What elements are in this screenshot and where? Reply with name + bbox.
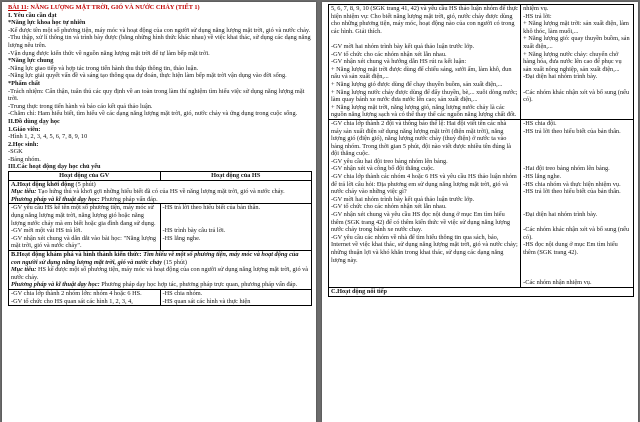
teacher-activity-cell: -GV chia lớp thành 2 đội và thông báo thể lệ: Hai đội viết tên các nhà máy sản xuất điện sử dụng năng lượng mặt trời (điện mặt trời), năng lượng gió (điện gió), năng lượng nước chảy (thuỷ điện) ở nước ta vào bảng nhóm. Trong thời gian 5 phút, đội nào viết được nhiều tên đúng là đội thắng cuộc. -GV yêu cầu hai đội treo bảng nhóm lên bảng. -GV nhận xét và công bố đội thắng cuộc. -GV chia lớp thành các nhóm 4 hoặc 6 HS và yêu cầu HS thảo luận nhóm để trả lời câu hỏi: Địa phương em sử dụng năng lượng mặt trời, gió và nước chảy vào những việc gì? -GV mời hai nhóm trình bày kết quả thảo luận trước lớp. -GV tổ chức cho các nhóm nhận xét lẫn nhau. -GV nhận xét chung và yêu cầu HS đọc nội dung ở mục Em tìm hiểu thêm (SGK trang 42) để có thêm kiến thức về việc sử dụng năng lượng nước chảy trong bánh xe nước chạy. -GV yêu cầu các nhóm về nhà để tìm hiểu thông tin qua sách, báo, Internet về việc khai thác, sử dụng năng lượng mặt trời, gió và nước chảy; những thuận lợi và khó khăn trong khai thác, sử dụng các dạng năng lượng này. xyxy=(329,119,521,287)
document-page-left xyxy=(2,2,316,422)
teacher-activity-cell: 5, 6, 7, 8, 9, 10 (SGK trang 41, 42) và yêu cầu HS thảo luận nhóm để thực hiện nhiệm vụ: Cho biết năng lượng mặt trời, gió, nước chảy được dùng cho những phương tiện, máy móc, hoạt động nào của con người có trong các hình. Giải thích. -GV mời hai nhóm trình bày kết quả thảo luận trước lớp. -GV tổ chức cho các nhóm nhận xét lẫn nhau. -GV nhận xét chung và hướng dẫn HS rút ra kết luận: + Năng lượng mặt trời được dùng để chiếu sáng, sưởi ấm, làm khô, đun nấu và sản xuất điện,... + Năng lượng gió được dùng để chạy thuyền buồm, sản xuất điện,... + Năng lượng nước chảy được dùng để đẩy thuyền, bè,... xuôi dòng nước; làm quay bánh xe nước đưa nước lên cao; sản xuất điện,... + Năng lượng mặt trời, năng lượng gió, năng lượng nước chảy là các nguồn năng lượng sạch và có thể thay thế các nguồn năng lượng chất đốt. xyxy=(329,5,521,120)
method-label: Phương pháp và kĩ thuật dạy học: xyxy=(11,281,100,289)
table-row xyxy=(329,5,634,120)
body-line: -Bảng nhóm. xyxy=(8,155,41,163)
page-right-content xyxy=(322,2,638,297)
lesson-body xyxy=(8,12,312,171)
body-line: -Vận dụng được kiến thức về nguồn năng lượng mặt trời để tự làm bếp mặt trời. xyxy=(8,49,210,57)
section-heading xyxy=(9,251,312,290)
body-line: III.Các hoạt động dạy học chủ yếu xyxy=(8,163,101,171)
body-line: 2.Học sinh: xyxy=(8,140,39,148)
body-line: II.Đồ dùng dạy học xyxy=(8,117,60,125)
section-heading-title: B.Hoạt động khám phá và hình thành kiến thức: xyxy=(11,251,144,258)
goal-text: HS kể được một số phương tiện, máy móc và hoạt động của con người sử dụng năng lượng mặt trời, gió và nước chảy. xyxy=(11,266,309,281)
body-line: *Năng lực khoa học tự nhiên xyxy=(8,19,86,27)
body-line: *Năng lực chung xyxy=(8,57,54,65)
body-line: -SGK xyxy=(8,148,23,156)
table-header-cell: Hoạt động của GV xyxy=(9,172,161,181)
body-line: 1.Giáo viên: xyxy=(8,125,41,133)
section-heading-row xyxy=(9,251,312,290)
student-activity-cell: nhiệm vụ. -HS trả lời: + Năng lượng mặt trời: sản xuất điện, làm khô thóc, làm muối,... + Năng lượng gió: quay thuyền buồm, sản xuất điện,... + Năng lượng nước chảy: chuyển chở hàng hóa, đưa nước lên cao để phục vụ sản xuất nông nghiệp, sản xuất điện,... -Đại diện hai nhóm trình bày. -Các nhóm khác nhận xét và bổ sung (nếu có). xyxy=(521,5,634,120)
table-header-row xyxy=(9,172,312,181)
body-line: -Trách nhiệm: Cẩn thận, tuân thủ các quy định về an toàn trong làm thí nghiệm tìm hiểu việc sử dụng năng lượng mặt trời. xyxy=(8,87,305,103)
body-line: -Năng lực giải quyết vấn đề và sáng tạo thông qua dự đoán, thực hiện làm bếp mặt trời vận dụng vào đời sống. xyxy=(8,72,287,80)
table-row xyxy=(9,204,312,251)
goal-label: Mục tiêu: xyxy=(11,188,37,196)
section-heading-time: (15 phút) xyxy=(162,258,187,266)
method-text: Phương pháp dạy học hợp tác, phương pháp trực quan, phương pháp vấn đáp. xyxy=(99,281,298,289)
body-line: -Năng lực giao tiếp và hợp tác trong tiến hành thu thập thông tin, thảo luận. xyxy=(8,64,199,72)
section-heading-title: A.Hoạt động khởi động xyxy=(11,180,74,188)
body-line: I. Yêu cầu cần đạt xyxy=(8,11,57,19)
section-footer: C.Hoạt động nối tiếp xyxy=(329,287,634,296)
teacher-activity-cell: -GV yêu cầu HS kể tên một số phương tiện, máy móc sử dụng năng lượng mặt trời, năng lượng gió hoặc năng lượng nước chảy mà em biết hoặc gia đình đang sử dụng. -GV mời một vài HS trả lời. -GV nhận xét chung và dẫn dắt vào bài học: "Năng lượng mặt trời, gió và nước chảy". xyxy=(9,204,161,251)
student-activity-cell: -HS chia nhóm. -HS quan sát các hình và thực hiện xyxy=(160,289,312,305)
body-line: -Kể được tên một số phương tiện, máy móc và hoạt động của con người sử dụng năng lượng mặt trời, gió và nước chảy. xyxy=(8,26,311,34)
teacher-activity-cell: -GV chia lớp thành 2 nhóm lớn: nhóm 4 hoặc 6 HS. -GV tổ chức cho HS quan sát các hình 1, 2, 3, 4, xyxy=(9,289,161,305)
section-heading-tail: (5 phút) xyxy=(73,180,96,188)
document-page-right xyxy=(322,2,638,422)
method-text: Phương pháp vấn đáp. xyxy=(99,195,158,203)
table-row xyxy=(9,289,312,305)
goal-text: Tạo hứng thú và khơi gợi những hiểu biết đã có của HS về năng lượng mặt trời, gió và nước chảy. xyxy=(36,188,285,196)
section-footer-row xyxy=(329,287,634,296)
body-line: *Phẩm chất xyxy=(8,79,41,87)
lesson-title-prefix: BÀI 11 xyxy=(8,4,27,11)
activity-table xyxy=(8,171,312,306)
body-line: -Thu thập, xử lí thông tin và trình bày được (bằng những hình thức khác nhau) về việc khai thác, sử dụng các dạng năng lượng nêu trên. xyxy=(8,34,311,49)
section-heading xyxy=(9,180,312,204)
section-heading-tail: Tìm hiểu về một số phương tiện, máy móc và hoạt động của con người sử dụng năng lượng mặt trời, gió và nước chảy xyxy=(11,251,299,266)
lesson-title xyxy=(8,4,312,12)
body-line: -Hình 1, 2, 3, 4, 5, 6, 7, 8, 9, 10 xyxy=(8,133,88,141)
student-activity-cell: -HS chia đội. -HS trả lời theo hiểu biết của bản thân. -Hai đội treo bảng nhóm lên bảng. -HS lắng nghe. -HS chia nhóm và thực hiện nhiệm vụ. -HS trả lời theo hiểu biết của bản thân. -Đại diện hai nhóm trình bày. -Các nhóm khác nhận xét và bổ sung (nếu có). -HS đọc nội dung ở mục Em tìm hiểu thêm (SGK trang 42). -Các nhóm nhận nhiệm vụ. xyxy=(521,119,634,287)
table-row xyxy=(329,119,634,287)
section-heading-row xyxy=(9,180,312,204)
table-header-cell: Hoạt động của HS xyxy=(160,172,312,181)
goal-label: Mục tiêu: xyxy=(11,266,37,274)
lesson-title-rest: : NĂNG LƯỢNG MẶT TRỜI, GIÓ VÀ NƯỚC CHẢY (TIẾT 1) xyxy=(26,4,200,11)
activity-table-continued xyxy=(328,4,634,297)
body-line: -Chăm chỉ: Ham hiểu biết, tìm hiểu về các dạng năng lượng mặt trời, gió, nước chảy và ứng dụng trong cuộc sống. xyxy=(8,110,298,118)
body-line: -Trung thực trong tiến hành và báo cáo kết quả thảo luận. xyxy=(8,102,153,110)
page-left-content xyxy=(2,2,316,306)
method-label: Phương pháp và kĩ thuật dạy học: xyxy=(11,195,100,203)
student-activity-cell: -HS trả lời theo hiểu biết của bản thân. -HS trình bày câu trả lời. -HS lắng nghe. xyxy=(160,204,312,251)
